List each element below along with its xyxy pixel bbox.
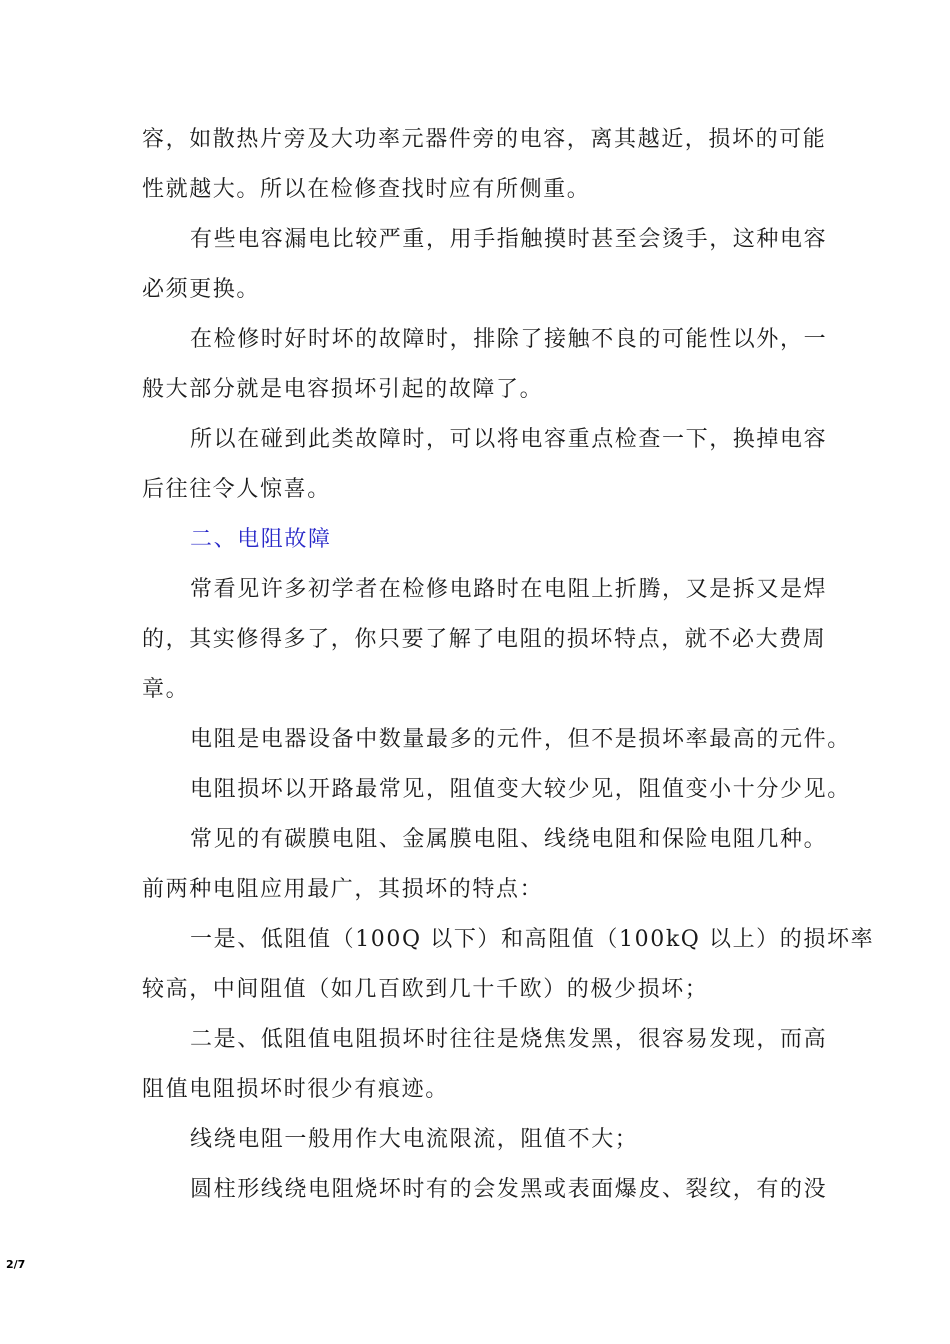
paragraph-line: 在检修时好时坏的故障时，排除了接触不良的可能性以外，一	[190, 327, 828, 352]
paragraph-line: 圆柱形线绕电阻烧坏时有的会发黑或表面爆皮、裂纹，有的没	[190, 1177, 828, 1202]
paragraph-line: 阻值电阻损坏时很少有痕迹。	[142, 1077, 449, 1102]
paragraph-line: 章。	[142, 677, 190, 702]
paragraph-line: 常看见许多初学者在检修电路时在电阻上折腾，又是拆又是焊	[190, 577, 828, 602]
section-heading: 二、电阻故障	[190, 527, 332, 552]
paragraph-line: 性就越大。所以在检修查找时应有所侧重。	[142, 177, 591, 202]
paragraph-line: 所以在碰到此类故障时，可以将电容重点检查一下，换掉电容	[190, 427, 828, 452]
paragraph-line: 的，其实修得多了，你只要了解了电阻的损坏特点，就不必大费周	[142, 627, 827, 652]
paragraph-line: 必须更换。	[142, 277, 261, 302]
paragraph-line: 电阻损坏以开路最常见，阻值变大较少见，阻值变小十分少见。	[190, 777, 851, 802]
paragraph-line: 般大部分就是电容损坏引起的故障了。	[142, 377, 544, 402]
paragraph-line: 一是、低阻值（100Q 以下）和高阻值（100kQ 以上）的损坏率	[190, 927, 875, 952]
paragraph-line: 二是、低阻值电阻损坏时往往是烧焦发黑，很容易发现，而高	[190, 1027, 828, 1052]
paragraph-line: 有些电容漏电比较严重，用手指触摸时甚至会烫手，这种电容	[190, 227, 828, 252]
paragraph-line: 容，如散热片旁及大功率元器件旁的电容，离其越近，损坏的可能	[142, 127, 827, 152]
paragraph-line: 后往往令人惊喜。	[142, 477, 331, 502]
paragraph-line: 常见的有碳膜电阻、金属膜电阻、线绕电阻和保险电阻几种。	[190, 827, 828, 852]
paragraph-line: 前两种电阻应用最广，其损坏的特点：	[142, 877, 544, 902]
paragraph-line: 较高，中间阻值（如几百欧到几十千欧）的极少损坏；	[142, 977, 709, 1002]
page-number: 2/7	[6, 1258, 26, 1271]
paragraph-line: 线绕电阻一般用作大电流限流，阻值不大；	[190, 1127, 639, 1152]
paragraph-line: 电阻是电器设备中数量最多的元件，但不是损坏率最高的元件。	[190, 727, 851, 752]
